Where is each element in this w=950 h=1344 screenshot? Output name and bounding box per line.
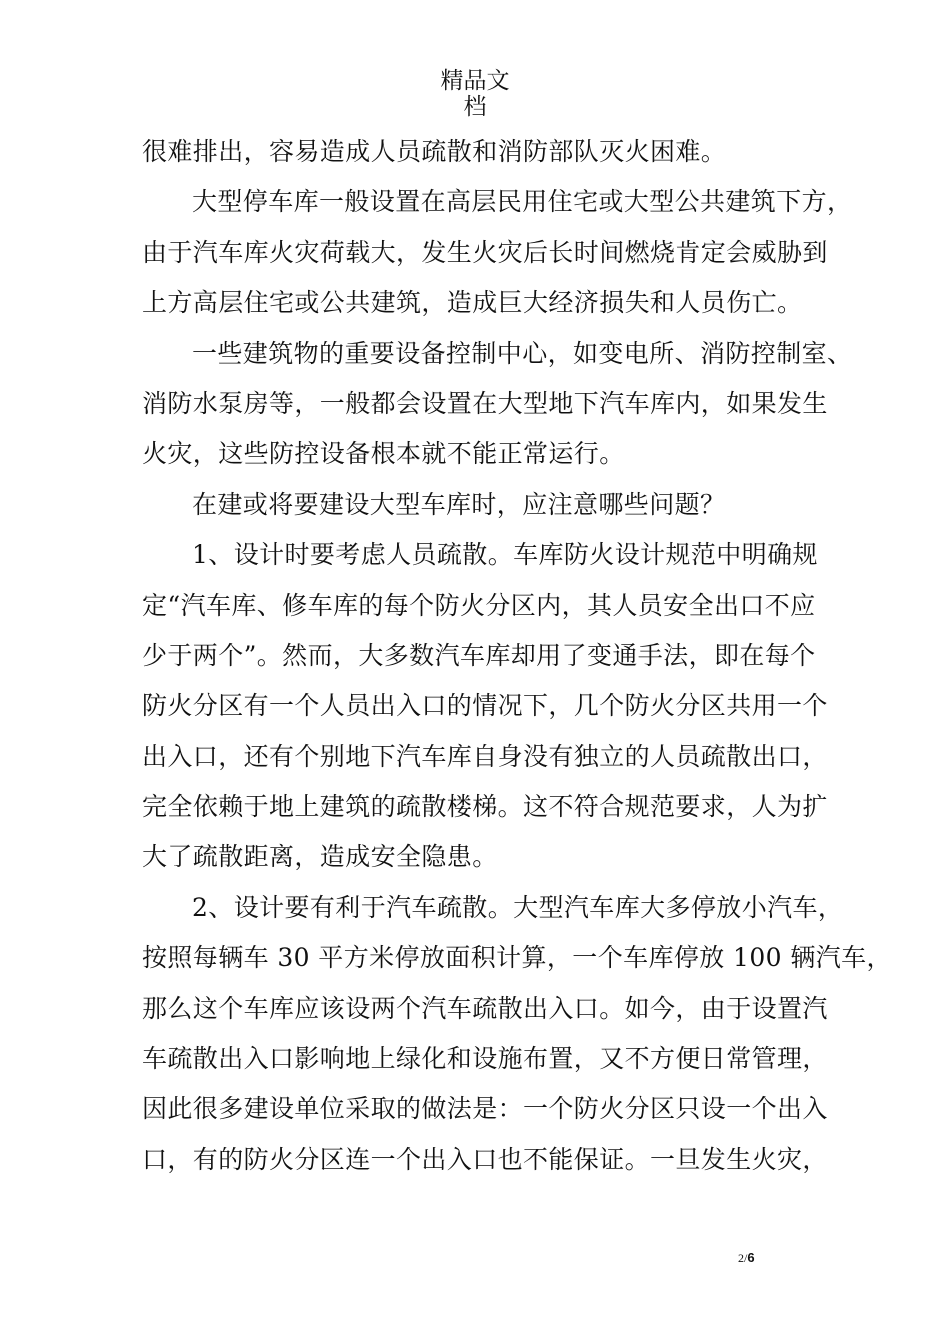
page-header-line-2: 档	[463, 94, 487, 120]
page-number-current: 2/	[738, 1251, 748, 1265]
text-line: 大型停车库一般设置在高层民用住宅或大型公共建筑下方，	[192, 187, 853, 217]
text-line: 按照每辆车 30 平方米停放面积计算，一个车库停放 100 辆汽车，	[142, 943, 892, 973]
text-line: 2、设计要有利于汽车疏散。大型汽车库大多停放小汽车，	[192, 892, 844, 922]
text-line: 定“汽车库、修车库的每个防火分区内，其人员安全出口不应	[142, 590, 816, 620]
text-line: 大了疏散距离，造成安全隐患。	[142, 842, 498, 872]
text-line: 因此很多建设单位采取的做法是：一个防火分区只设一个出入	[142, 1094, 828, 1124]
text-line: 出入口，还有个别地下汽车库自身没有独立的人员疏散出口，	[142, 741, 828, 771]
text-line: 防火分区有一个人员出入口的情况下，几个防火分区共用一个	[142, 691, 828, 721]
text-line: 车疏散出入口影响地上绿化和设施布置，又不方便日常管理，	[142, 1044, 828, 1074]
text-line: 上方高层住宅或公共建筑，造成巨大经济损失和人员伤亡。	[142, 288, 803, 318]
text-line: 一些建筑物的重要设备控制中心，如变电所、消防控制室、	[192, 338, 853, 368]
text-line: 很难排出，容易造成人员疏散和消防部队灭火困难。	[142, 137, 727, 166]
text-line: 少于两个”。然而，大多数汽车库却用了变通手法，即在每个	[142, 640, 816, 670]
text-line: 消防水泵房等，一般都会设置在大型地下汽车库内，如果发生	[142, 388, 828, 418]
text-line: 1、设计时要考虑人员疏散。车库防火设计规范中明确规	[192, 540, 818, 570]
document-body	[142, 127, 892, 1185]
text-line: 完全依赖于地上建筑的疏散楼梯。这不符合规范要求，人为扩	[142, 792, 828, 822]
text-line: 由于汽车库火灾荷载大，发生火灾后长时间燃烧肯定会威胁到	[142, 237, 828, 267]
page-number-total: 6	[747, 1250, 755, 1265]
text-line: 在建或将要建设大型车库时，应注意哪些问题？	[192, 489, 726, 519]
page-number	[738, 1250, 755, 1266]
text-line: 口，有的防火分区连一个出入口也不能保证。一旦发生火灾，	[142, 1144, 828, 1174]
page-header-line-1: 精品文	[440, 68, 510, 94]
text-line: 火灾，这些防控设备根本就不能正常运行。	[142, 439, 625, 469]
text-line: 那么这个车库应该设两个汽车疏散出入口。如今，由于设置汽	[142, 993, 828, 1023]
